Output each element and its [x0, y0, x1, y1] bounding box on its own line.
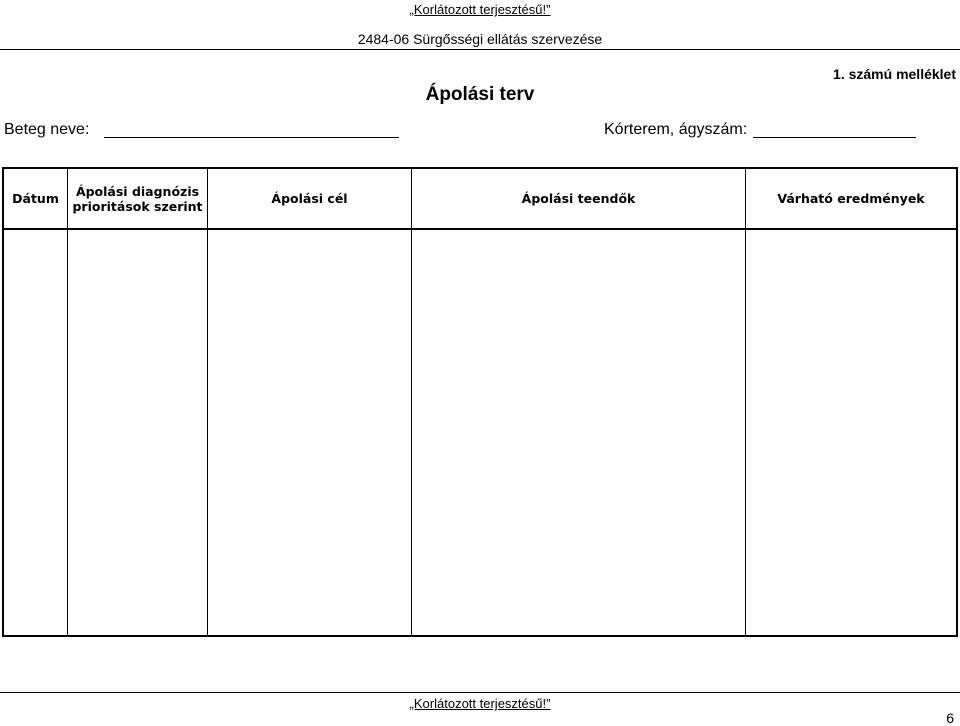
course-title: 2484-06 Sürgősségi ellátás szervezése [357, 31, 603, 47]
date-cell[interactable] [4, 230, 68, 635]
footer-divider [0, 692, 960, 693]
column-header-goal: Ápolási cél [208, 169, 412, 228]
header-divider [0, 49, 960, 50]
restricted-distribution-notice: „Korlátozott terjesztésű!” [409, 2, 551, 17]
tasks-cell[interactable] [412, 230, 746, 635]
patient-name-label: Beteg neve: [4, 121, 90, 138]
page-title: Ápolási terv [425, 84, 535, 105]
column-header-diagnosis: Ápolási diagnózis prioritások szerint [68, 169, 208, 228]
ward-bed-label: Kórterem, ágyszám: [604, 121, 748, 138]
goal-cell[interactable] [208, 230, 412, 635]
column-header-expected-results: Várható eredmények [777, 191, 925, 206]
column-header-date: Dátum [4, 169, 68, 228]
page-number: 6 [946, 710, 954, 726]
expected-results-cell[interactable] [746, 230, 956, 635]
nursing-plan-table [2, 167, 958, 637]
column-header-tasks: Ápolási teendők [412, 169, 746, 228]
diagnosis-cell[interactable] [68, 230, 208, 635]
table-header-row [4, 169, 956, 230]
patient-name-field[interactable] [104, 137, 399, 138]
footer-restricted-notice: „Korlátozott terjesztésű!” [409, 696, 551, 711]
ward-bed-field[interactable] [753, 137, 916, 138]
table-row [4, 230, 956, 635]
annex-label: 1. számú melléklet [833, 66, 956, 82]
